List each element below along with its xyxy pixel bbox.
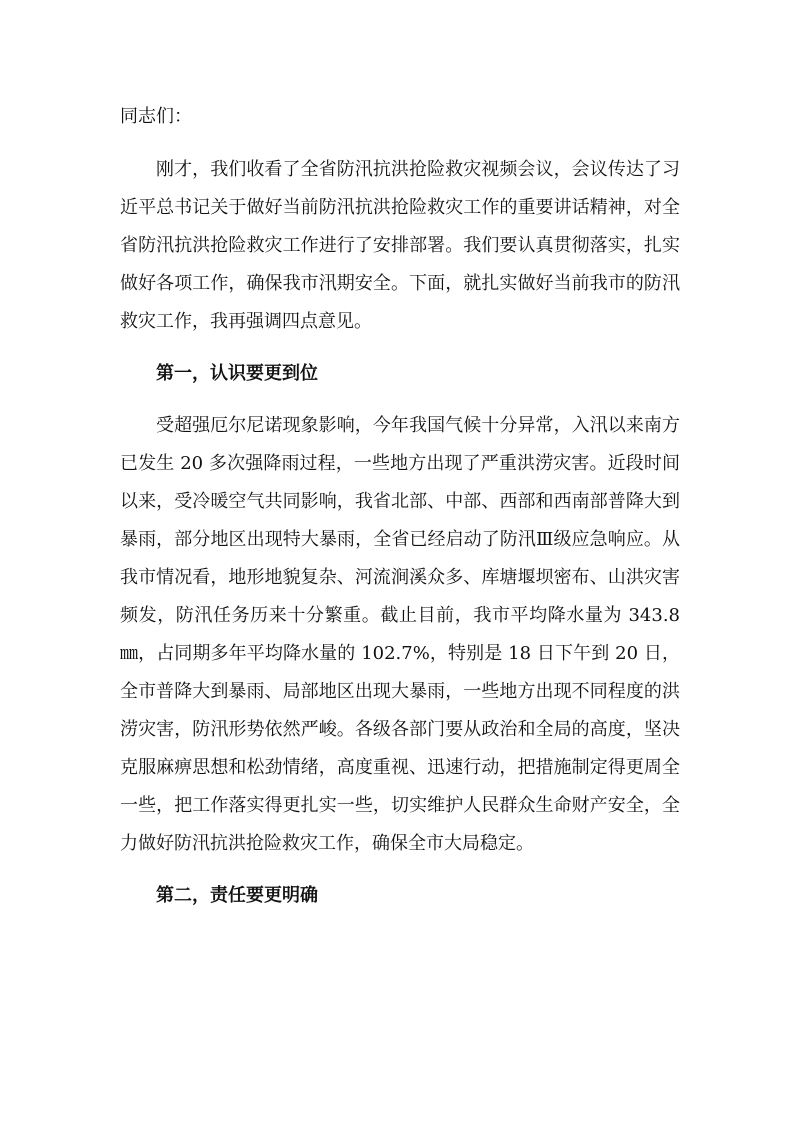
paragraph-opening: 刚才，我们收看了全省防汛抗洪抢险救灾视频会议，会议传达了习近平总书记关于做好当前防汛抗洪抢险救灾工作的重要讲话精神，对全省防汛抗洪抢险救灾工作进行了安排部署。我们要认真贯彻落实，扎实做好各项工作，确保我市汛期安全。下面，就扎实做好当前我市的防汛救灾工作，我再强调四点意见。 — [120, 159, 680, 332]
document-body — [120, 98, 680, 929]
salutation: 同志们： — [120, 106, 192, 127]
section-heading-2: 第二，责任要更明确 — [156, 885, 318, 906]
paragraph-section-1: 受超强厄尔尼诺现象影响，今年我国气候十分异常，入汛以来南方已发生 20 多次强降雨过程，一些地方出现了严重洪涝灾害。近段时间以来，受冷暖空气共同影响，我省北部、中部、西部和西南部普降大到暴雨，部分地区出现特大暴雨，全省已经启动了防汛Ⅲ级应急响应。从我市情况看，地形地貌复杂、河流涧溪众多、库塘堰坝密布、山洪灾害频发，防汛任务历来十分繁重。截止目前，我市平均降水量为 343.8㎜，占同期多年平均降水量的 102.7%，特别是 18 日下午到 20 日，全市普降大到暴雨、局部地区出现大暴雨，一些地方出现不同程度的洪涝灾害，防汛形势依然严峻。各级各部门要从政治和全局的高度，坚决克服麻痹思想和松劲情绪，高度重视、迅速行动，把措施制定得更周全一些，把工作落实得更扎实一些，切实维护人民群众生命财产安全，全力做好防汛抗洪抢险救灾工作，确保全市大局稳定。 — [120, 415, 680, 854]
section-heading-1: 第一，认识要更到位 — [156, 363, 318, 384]
